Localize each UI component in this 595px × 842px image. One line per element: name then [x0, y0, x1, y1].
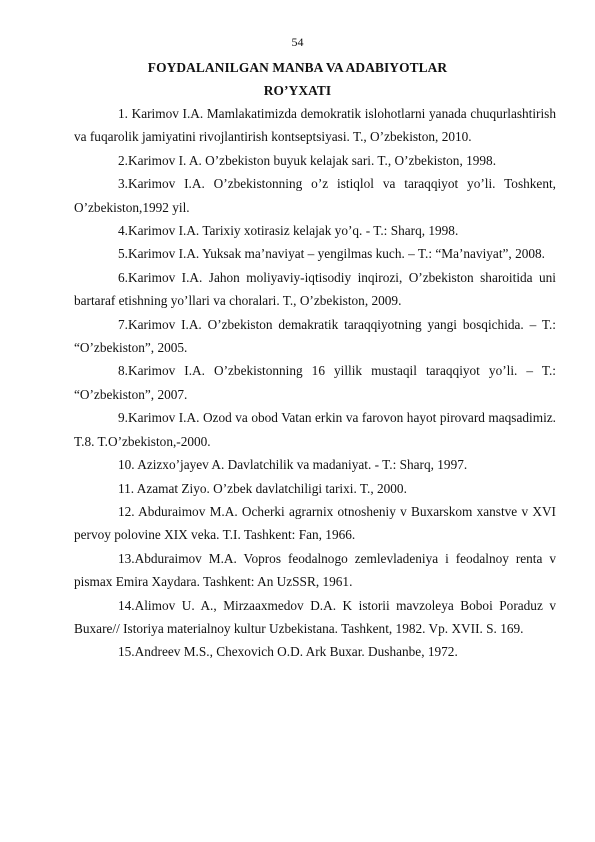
reference-item: 6.Karimov I.A. Jahon moliyaviy-iqtisodiy inqirozi, O’zbekiston sharoitida uni bartaraf etishning yo’llari va choralari. T., O’zbekiston, 2009. — [74, 269, 556, 309]
reference-item: 5.Karimov I.A. Yuksak ma’naviyat – yengilmas kuch. – T.: “Ma’naviyat”, 2008. — [118, 246, 545, 262]
reference-item: 14.Alimov U. A., Mirzaaxmedov D.A. K istorii mavzoleya Boboi Poraduz v Buxare// Istoriya materialnoy kultur Uzbekistana. Tashkent, 1982. Vp. XVII. S. 169. — [74, 597, 556, 636]
reference-item: 4.Karimov I.A. Tarixiy xotirasiz kelajak yo’q. - T.: Sharq, 1998. — [118, 223, 459, 239]
reference-item: 2.Karimov I. A. O’zbekiston buyuk kelajak sari. T., O’zbekiston, 1998. — [118, 152, 497, 168]
reference-item: 12. Abduraimov M.A. Ocherki agrarnix otnosheniy v Buxarskom xanstve v XVI pervoy polovine XIX veka. T.I. Tashkent: Fan, 1966. — [74, 503, 556, 543]
reference-item: 7.Karimov I.A. O’zbekiston demakratik taraqqiyotning yangi bosqichida. – T.: “O’zbekiston”, 2005. — [74, 316, 556, 356]
reference-list — [74, 102, 556, 664]
reference-item: 9.Karimov I.A. Ozod va obod Vatan erkin va farovon hayot pirovard maqsadimiz. T.8. T.O’zbekiston,-2000. — [74, 410, 556, 449]
reference-item: 11. Azamat Ziyo. O’zbek davlatchiligi tarixi. T., 2000. — [118, 480, 407, 496]
page-number: 54 — [291, 35, 304, 49]
reference-item: 8.Karimov I.A. O’zbekistonning 16 yillik mustaqil taraqqiyot yo’li. – T.: “O’zbekiston”, 2007. — [74, 363, 556, 402]
reference-item: 10. Azizxo’jayev A. Davlatchilik va madaniyat. - T.: Sharq, 1997. — [118, 457, 468, 473]
bibliography-title-continued: RO’YXATI — [263, 83, 332, 98]
reference-item: 1. Karimov I.A. Mamlakatimizda demokratik islohotlarni yanada chuqurlashtirish va fuqarolik jamiyatini rivojlantirish kontseptsiyasi. T., O’zbekiston, 2010. — [74, 106, 556, 145]
reference-item: 3.Karimov I.A. O’zbekistonning o’z istiqlol va taraqqiyot yo’li. Toshkent, O’zbekiston,1992 yil. — [74, 176, 556, 215]
reference-item: 15.Andreev M.S., Chexovich O.D. Ark Buxar. Dushanbe, 1972. — [118, 644, 458, 660]
bibliography-title: FOYDALANILGAN MANBA VA ADABIYOTLAR — [147, 60, 448, 75]
reference-item: 13.Abduraimov M.A. Vopros feodalnogo zemlevladeniya i feodalnoy renta v pismax Emira Xaydara. Tashkent: An UzSSR, 1961. — [74, 550, 556, 590]
